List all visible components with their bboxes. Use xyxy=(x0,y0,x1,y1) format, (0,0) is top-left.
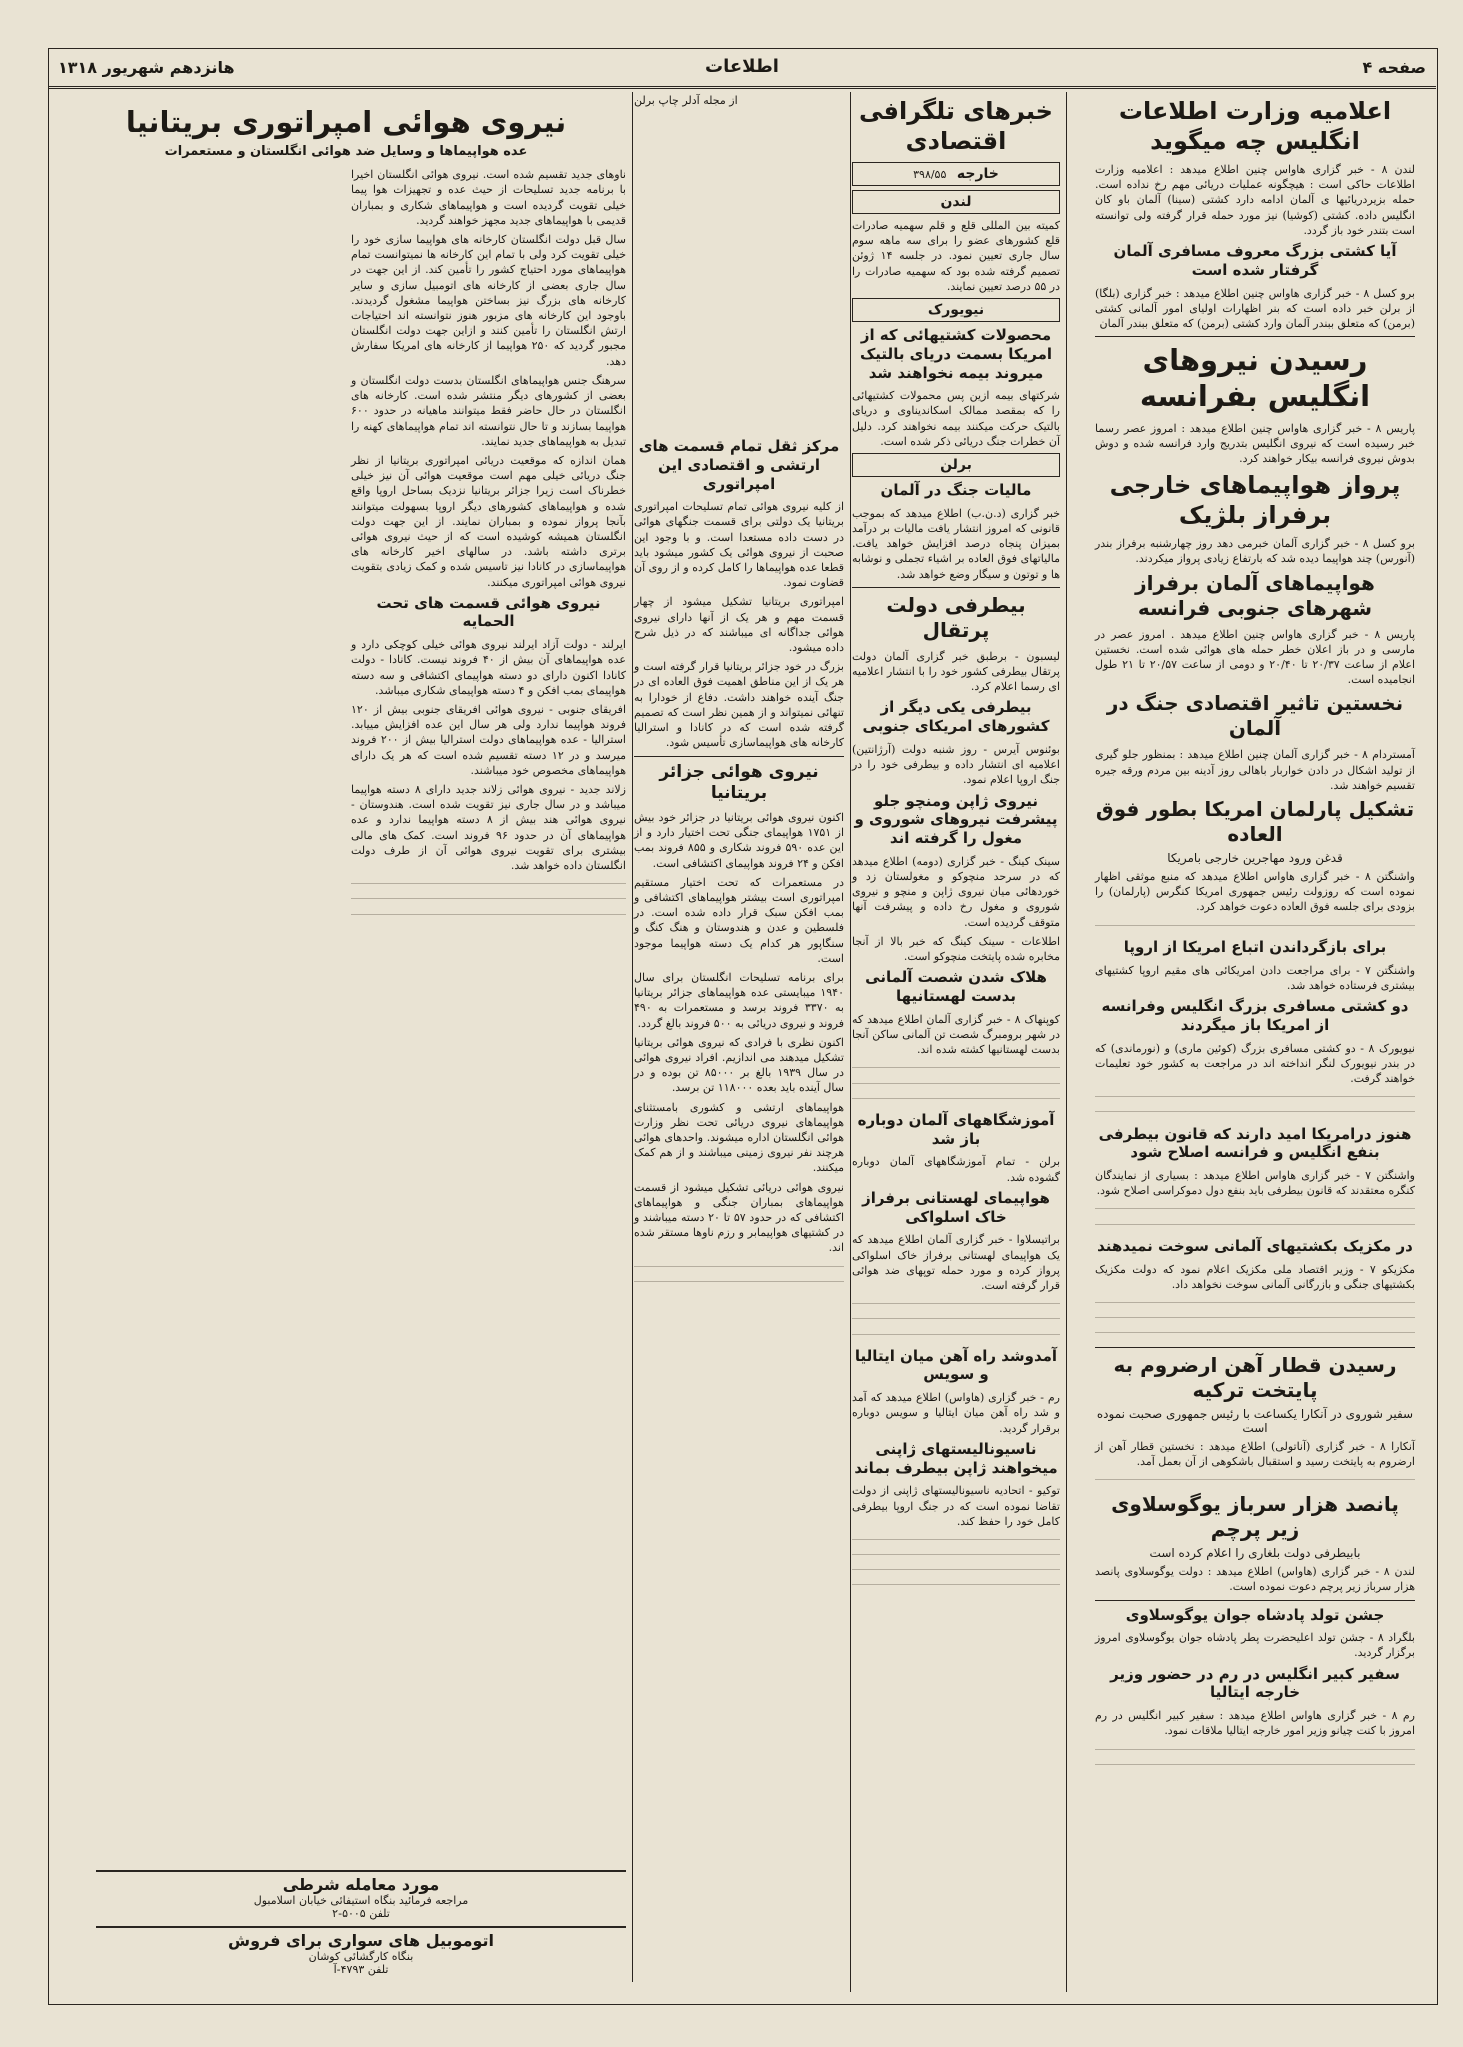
article-title: هواپیماهای آلمان برفراز شهرهای جنوبی فرانسه xyxy=(1135,570,1375,620)
section-label xyxy=(852,162,1060,186)
article-body: برلن - تمام آموزشگاههای آلمان دوباره گشوده شد. xyxy=(852,1155,1060,1184)
column-economic-news xyxy=(852,92,1067,1992)
article-title: پانصد هزار سرباز یوگوسلاوی زیر پرچم xyxy=(1111,1492,1399,1542)
article-title: بیطرفی دولت پرتقال xyxy=(886,592,1026,642)
city-label: نیویورک xyxy=(852,298,1060,322)
article-body: لیسبون - برطبق خبر گزاری آلمان دولت پرتقال بیطرفی کشور خود را با انتشار اعلامیه ای رسما اعلام کرد. xyxy=(852,649,1060,694)
article-title: هنوز درامریکا امید دارند که قانون بیطرفی بنفع انگلیس و فرانسه اصلاح شود xyxy=(1098,1124,1412,1162)
masthead xyxy=(48,50,1436,89)
article-subtitle: سفیر شوروی در آنکارا یکساعت با رئیس جمهوری صحبت نموده است xyxy=(1096,1406,1414,1435)
article-body: واشنگتن ۸ - خبر گزاری هاواس اطلاع میدهد که منبع موثقی اظهار نموده است که روزولت رئیس جمهوری امریکا کنگرس (پارلمان) را بزودی برای جلسه فوق العاده دعوت خواهد کرد. xyxy=(1095,870,1415,914)
article-subtitle: بابیطرفی دولت بلغاری را اعلام کرده است xyxy=(1149,1546,1361,1561)
ad-phone: تلفن ۴۷۹۳-آ xyxy=(333,1963,389,1976)
ad-block xyxy=(96,1926,626,1976)
article-body: زلاند جدید - نیروی هوائی زلاند جدید دارای ۸ دسته هواپیما میباشد و در سال جاری نیز تقویت شده است. هندوستان - نیروی هوائی هند بیش از ۸ دسته هواپیما ندارد و عده هواپیماهای آن در حدود ۹۶ فروند است. کمک های مالی بیشتری برای تقویت نیروی هوائی آن از طرف دولت انگلستان داده خواهد شد. xyxy=(351,783,626,873)
article-title: برای بازگرداندن اتباع امریکا از اروپا xyxy=(1123,937,1387,956)
article-title: آموزشگاههای آلمان دوباره باز شد xyxy=(857,1110,1055,1148)
article-title: نیروی ژاپن ومنچو جلو پیشرفت نیروهای شوروی و مغول را گرفته اند xyxy=(854,791,1058,848)
article-body: ایرلند - دولت آزاد ایرلند نیروی هوائی خیلی کوچکی دارد و عده هواپیماهای آن بیش از ۴۰ فروند نیست. کانادا - دولت کانادا اکنون دارای دو دسته هواپیمای اکتشافی و سه دسته هواپیمای بمب افکن و ۴ دسته هواپیمای شکاری میباشد. xyxy=(351,638,626,697)
article-body: برو کسل ۸ - خبر گزاری هاواس چنین اطلاع میدهد : خبر گزاری (بلگا) از برلن خبر داده است که بنر اظهارات اولیای امور آلمانی کشتی (برمن) که متعلق ببندر آلمان وارد کشتی (برمن) که متعلق ببندر آلمان xyxy=(1095,286,1415,330)
article-body: شرکتهای بیمه ازین پس محمولات کشتیهائی را که بمقصد ممالک اسکاندیناوی و دریای بالتیک حرکت میکنند بیمه نخواهند کرد. دلیل آن خطرات جنگ دریائی ذکر شده است. xyxy=(852,389,1060,448)
article-title: نیروی هوائی قسمت های تحت الحمایه xyxy=(376,593,601,631)
article-body: کوپنهاک ۸ - خبر گزاری آلمان اطلاع میدهد که در شهر برومبرگ شصت تن آلمانی ساکن آنجا بدست لهستانیها کشته شده اند. xyxy=(852,1012,1060,1057)
article-body: نیروی هوائی دریائی تشکیل میشود از قسمت هواپیماهای بمباران جنگی و هواپیماهای اکتشافی که در حدود ۵۷ تا ۲۰ دسته میباشند و در کشتیهای هواپیمابر و رزم ناوها مستقر شده اند. xyxy=(634,1180,845,1255)
article-title: نخستین تاثیر اقتصادی جنگ در آلمان xyxy=(1106,691,1404,741)
article-body: همان اندازه که موقعیت دریائی امپراتوری بریتانیا از نظر جنگ دریائی خیلی مهم است موقعیت هوائی آن نیز خیلی خطرناک است زیرا جزائر بریتانیا نزدیک بساحل اروپا واقع شده و هواپیماهای کشورهای دیگر اروپا بسهولت میتوانند بآنجا پرواز نموده و بمباران نمایند. از این جهت دولت انگلستان همیشه کوشیده است که از حیث نیروی هوائی برتری داشته باشد. در سالهای اخیر کارخانه های هواپیماسازی در کانادا نیز تاسیس شده و کمک زیادی بتقویت نیروی هوائی امپراتوری میکنند. xyxy=(351,453,626,589)
article-title: جشن تولد پادشاه جوان یوگوسلاوی xyxy=(1125,1605,1385,1624)
newspaper-name: اطلاعات xyxy=(705,56,779,77)
article-title: سفیر کبیر انگلیس در رم در حضور وزیر خارجه ایتالیا xyxy=(1110,1664,1400,1702)
article-body: کمیته بین المللی قلع و قلم سهمیه صادرات قلع کشورهای عضو را برای سه ماهه سوم سال جاری تعیین نمود. در جلسه ۱۴ ژوئن تصمیم گرفته شده بود که سهمیه صادرات را در ۵۵ درصد تعیین نمایند. xyxy=(852,219,1060,293)
article-subtitle: قدغن ورود مهاجرین خارجی بامریکا xyxy=(1167,851,1343,866)
article-body: رم ۸ - خبر گزاری هاواس اطلاع میدهد : سفیر کبیر انگلیس در رم امروز با کنت چیانو وزیر امور خارجه ایتالیا ملاقات نمود. xyxy=(1095,1709,1415,1738)
article-title: ناسیونالیستهای ژاپنی میخواهند ژاپن بیطرف بماند xyxy=(854,1439,1058,1477)
column-air-force-b xyxy=(66,92,633,1982)
article-title: هلاک شدن شصت آلمانی بدست لهستانیها xyxy=(865,968,1047,1005)
article-body: آمستردام ۸ - خبر گزاری آلمان چنین اطلاع میدهد : بمنظور جلو گیری از تولید اشکال در دادن خواربار باهالی روز آدینه بین مردم ورقه جیره تقسیم خواهند شد. xyxy=(1095,748,1415,792)
article-body: سال قبل دولت انگلستان کارخانه های هواپیما سازی خود را خیلی تقویت کرد ولی با تمام این کارخانه ها نمیتوانست تمام هواپیماهای مورد احتیاج کشور را تأمین کند. از این جهت در سال جاری بعضی از کارخانه های اتومبیل سازی و سایر کارخانه های بزرگ نیز بساختن هواپیما مشغول گردیدند. باوجود این کارخانه های مزبور هنوز نتوانسته اند احتیاجات ارتش انگلستان را تأمین کنند و ازاین جهت دولت انگلستان مجبور گردید که ۲۵۰ هواپیما از کارخانه های امریکا سفارش دهد. xyxy=(351,233,626,368)
issue-date: هانزدهم شهریور ۱۳۱۸ xyxy=(58,58,235,77)
section-sub: خارجه xyxy=(956,166,999,182)
article-body: واشنگتن ۷ - برای مراجعت دادن امریکائی های مقیم اروپا کشتیهای بیشتری فرستاده خواهد شد. xyxy=(1095,963,1416,992)
article-body: از کلیه نیروی هوائی تمام تسلیحات امپراتوری بریتانیا یک دولتی برای قسمت جنگهای هوائی در دست داده مستعدا است. و با وجود این صحبت از نیروی هوائی یک کشور میشود باید قطعا عده هواپیماها را کامل کرده و از روی آن قضاوت نمود. xyxy=(634,500,844,590)
article-body: افریقای جنوبی - نیروی هوائی افریقای جنوبی بیش از ۱۲۰ فروند هواپیما ندارد ولی هر سال این عده افزایش مییابد. استرالیا - عده هواپیماهای دولت استرالیا بیش از ۲۰۰ فروند میرسد و در ۱۲ دسته تقسیم شده است که هر یک دارای هواپیماهای مخصوص خود میباشند. xyxy=(351,703,626,777)
article-body: اکنون نیروی هوائی بریتانیا در جزائر خود بیش از ۱۷۵۱ هواپیمای جنگی تحت اختیار دارد و از این عده ۵۹۰ فروند شکاری و ۸۵۵ فروند بمب افکن و ۲۴ فروند هواپیمای اکتشافی است. xyxy=(634,811,844,870)
article-body: پاریس ۸ - خبر گزاری هاواس چنین اطلاع میدهد : امروز عصر رسما خبر رسیده است که نیروی انگلیس بتدریج وارد فرانسه شده و دوش بدوش نیروی فرانسه بیکار خواهند کرد. xyxy=(1095,421,1416,466)
article-title: هواپیمای لهستانی برفراز خاک اسلواکی xyxy=(862,1188,1050,1226)
article-title: مرکز ثقل تمام قسمت های ارتشی و اقتصادی این امپراتوری xyxy=(638,437,840,493)
ad-title: مورد معامله شرطی xyxy=(282,1875,440,1894)
article-body: بزرگ در خود جزائر بریتانیا قرار گرفته است و هر یک از این مناطق اهمیت فوق العاده ای در جنگ آینده خواهند داشت. دفاع از خودارا به تنهائی نمیتواند و از همین نظر است که تصمیم گرفته شده است که در کانادا و استرالیا کارخانه های هواپیماسازی تأسیس شود. xyxy=(634,660,844,750)
article-subtitle: عده هواپیماها و وسایل ضد هوائی انگلستان و مستعمرات xyxy=(164,144,528,160)
article-body: لندن ۸ - خبر گزاری (هاواس) اطلاع میدهد : دولت یوگوسلاوی پانصد هزار سرباز زیر پرچم دعوت نموده است. xyxy=(1095,1565,1415,1594)
column-right xyxy=(1095,92,1415,1992)
article-title: اعلامیه وزارت اطلاعات انگلیس چه میگوید xyxy=(1118,97,1392,155)
article-body: نیویورک ۸ - دو کشتی مسافری بزرگ (کوئین ماری) و (نورماندی) که در بندر نیویورک لنگر انداخته اند در مراجعت به کشور خود تعلیمات خواهند گرفت. xyxy=(1095,1041,1415,1085)
article-body: توکیو - اتحادیه ناسیونالیستهای ژاپنی از دولت تقاضا نموده است که در جنگ اروپا بیطرفی کامل خود را حفظ کند. xyxy=(852,1484,1060,1528)
article-title: آمدوشد راه آهن میان ایتالیا و سویس xyxy=(854,1346,1058,1384)
page-number: صفحه ۴ xyxy=(1362,58,1426,77)
article-title: رسیدن قطار آهن ارضروم به پایتخت ترکیه xyxy=(1113,1352,1397,1402)
article-body: رم - خبر گزاری (هاواس) اطلاع میدهد که آمد و شد راه آهن میان ایتالیا و سویس دوباره برقرار گردید. xyxy=(852,1391,1060,1435)
section-code: ۳۹۸/۵۵ xyxy=(913,168,947,181)
classified-ads xyxy=(96,1864,626,1976)
article-title: رسیدن نیروهای انگلیس بفرانسه xyxy=(1139,343,1371,414)
article-title: دو کشتی مسافری بزرگ انگلیس وفرانسه از امریکا باز میگردند xyxy=(1101,997,1409,1034)
ad-body: مراجعه فرمائید بنگاه استیفائی خیابان اسلامبول xyxy=(253,1894,469,1907)
article-headline: نیروی هوائی امپراتوری بریتانیا xyxy=(125,105,567,139)
article-body: سینک کینگ - خبر گزاری (دومه) اطلاع میدهد که در سرحد منچوکو و مغولستان زد و خوردهائی میان نیروی ژاپن و منچو و نیروی شوروی و مغول رخ داده و پیشرفت آنها متوقف گردیده است. xyxy=(852,854,1060,929)
article-title: آیا کشتی بزرگ معروف مسافری آلمان گرفتار شده است xyxy=(1113,242,1397,279)
source-note: از مجله آدلر چاپ برلن xyxy=(634,94,738,107)
article-title: مالیات جنگ در آلمان xyxy=(880,481,1032,500)
article-title: نیروی هوائی جزائر بریتانیا xyxy=(659,761,819,803)
article-body: آنکارا ۸ - خبر گزاری (آناتولی) اطلاع میدهد : نخستین قطار آهن از ارضروم به پایتخت رسید و استقبال باشکوهی از آن بعمل آمد. xyxy=(1095,1439,1415,1468)
article-title: بیطرفی یکی دیگر از کشورهای امریکای جنوبی xyxy=(862,698,1050,736)
ad-body: بنگاه کارگشائی کوشان xyxy=(308,1950,414,1963)
article-body: واشنگتن ۷ - خبر گزاری هاواس اطلاع میدهد : بسیاری از نمایندگان کنگره معتقدند که قانون بیطرفی باید بنفع دول دموکراسی اصلاح شود. xyxy=(1095,1169,1415,1198)
city-label: برلن xyxy=(852,453,1060,477)
article-body: براتیسلاوا - خبر گزاری آلمان اطلاع میدهد که یک هواپیمای لهستانی برفراز خاک اسلواکی پرواز کرده و مورد حمله توپهای ضد هوائی قرار گرفته است. xyxy=(852,1233,1060,1292)
article-body: برای برنامه تسلیحات انگلستان برای سال ۱۹۴۰ میبایستی عده هواپیماهای جزائر بریتانیا به ۳۳۷۰ فروند برسد و مستعمرات به ۴۹۰ فروند و نیروی دریائی به ۵۰۰ فروند بالغ گردد. xyxy=(634,971,844,1030)
article-title: تشکیل پارلمان امریکا بطور فوق العاده xyxy=(1095,797,1415,847)
article-body: بوئنوس آیرس - روز شنبه دولت (آرژانتین) اعلامیه ای انتشار داده و بیطرفی خود را در جنگ اروپا اعلام نمود. xyxy=(852,742,1060,787)
article-title: در مکزیک بکشتیهای آلمانی سوخت نمیدهند xyxy=(1097,1236,1413,1255)
article-body: هواپیماهای ارتشی و کشوری بامستثنای هواپیماهای نیروی دریائی تحت نظر وزارت هوائی انگلستان اداره میشوند. واحدهای هوائی هرچند نفر نیروی زمینی میباشند و از هم کمک میکنند. xyxy=(634,1100,844,1175)
article-body: خبر گزاری (د.ن.ب) اطلاع میدهد که بموجب قانونی که امروز انتشار یافت مالیات بر درآمد بمیزان پنجاه درصد افزایش خواهد یافت. مالیاتهای فوق العاده بر اشیاء تجملی و نوشابه ها و توتون و سیگار وضع خواهد شد. xyxy=(852,506,1060,581)
column-air-force-a xyxy=(634,92,851,1992)
article-body: سرهنگ جنس هواپیماهای انگلستان بدست دولت انگلستان و بعضی از کشورهای دیگر منتشر شده است. کارخانه های انگلستان در حال حاضر فقط میتوانند ماهیانه در حدود ۶۰۰ هواپیما بسازند و تا حال نتوانسته اند تمام هواپیماهای کهنه را تبدیل به هواپیماهای جدید نمایند. xyxy=(351,373,626,448)
article-body: ناوهای جدید تقسیم شده است. نیروی هوائی انگلستان اخیرا با برنامه جدید تسلیحات از حیث عده و تجهیزات هوا پیما خیلی تقویت گردیده است و هواپیماهای شکاری و بمباران قدیمی با هواپیماهای جدید مجهز خواهند گردید. xyxy=(351,168,626,227)
article-body: برو کسل ۸ - خبر گزاری آلمان خبرمی دهد روز چهارشنبه برفراز بندر (آنورس) چند هواپیما دیده شد که بارتفاع زیادی پرواز میکردند. xyxy=(1095,537,1415,566)
section-title: خبرهای تلگرافی اقتصادی xyxy=(859,97,1053,155)
article-title: محصولات کشتیهائی که از امریکا بسمت دریای بالتیک میروند بیمه نخواهند شد xyxy=(859,326,1053,382)
article-body: لندن ۸ - خبر گزاری هاواس چنین اطلاع میدهد : اعلامیه وزارت اطلاعات حاکی است : هیچگونه عملیات دریائی مهم رخ نداده است. حمله بزیردریائیها ی آلمان ادامه دارد کشتی (سینا) آلمان باو کان انگلیس داده. کشتی (کوشیا) نیز مورد حمله قرار گرفته ولی توانسته است بتندر خود باز گردد. xyxy=(1095,163,1415,237)
ad-title: اتوموبیل های سواری برای فروش xyxy=(227,1931,494,1950)
city-label: لندن xyxy=(852,190,1060,214)
article-body: در مستعمرات که تحت اختیار مستقیم امپراتوری است بیشتر هواپیماهای اکتشافی و بمب افکن سبک قرار داده شده است. در فلسطین و عدن و هندوستان و هنگ کنگ و سنگاپور هر کدام یک دسته هواپیما موجود است. xyxy=(634,875,844,965)
ad-block xyxy=(96,1870,626,1920)
article-body: بلگراد ۸ - جشن تولد اعلیحضرت پطر پادشاه جوان یوگوسلاوی امروز برگزار گردید. xyxy=(1095,1631,1415,1660)
editor-note: اطلاعات - سینک کینگ که خبر بالا از آنجا مخابره شده پایتخت منچوکو است. xyxy=(852,934,1060,964)
article-body: مکزیکو ۷ - وزیر اقتصاد ملی مکزیک اعلام نمود که دولت مکزیک بکشتیهای جنگی و بازرگانی آلمانی سوخت نخواهد داد. xyxy=(1095,1262,1415,1291)
article-body: امپراتوری بریتانیا تشکیل میشود از چهار قسمت مهم و هر یک از آنها دارای نیروی هوائی جداگانه ای میباشند که در ذیل شرح داده میشود. xyxy=(634,595,844,655)
ad-phone: تلفن ۵۰۰۵-۲ xyxy=(332,1907,390,1920)
column-body xyxy=(351,167,626,923)
article-body: پاریس ۸ - خبر گزاری هاواس چنین اطلاع میدهد . امروز عصر در مارسی و در باز اعلان خطر حمله های هوائی شده است. نخستین اعلام از ساعت ۲۰/۳۷ تا ۲۰/۴۰ و دومی از ساعت ۲۰/۵۷ تا ۲۱ طول انجامیده است. xyxy=(1095,627,1416,687)
article-title: پرواز هواپیماهای خارجی برفراز بلژیک xyxy=(1109,471,1401,530)
article-body: اکنون نظری با فرادی که نیروی هوائی بریتانیا تشکیل میدهند می اندازیم. افراد نیروی هوائی در سال ۱۹۳۹ بالغ بر ۸۵۰۰۰ تن بوده و در سال آینده باید بعده ۱۱۸۰۰۰ تن برسد. xyxy=(634,1035,845,1095)
